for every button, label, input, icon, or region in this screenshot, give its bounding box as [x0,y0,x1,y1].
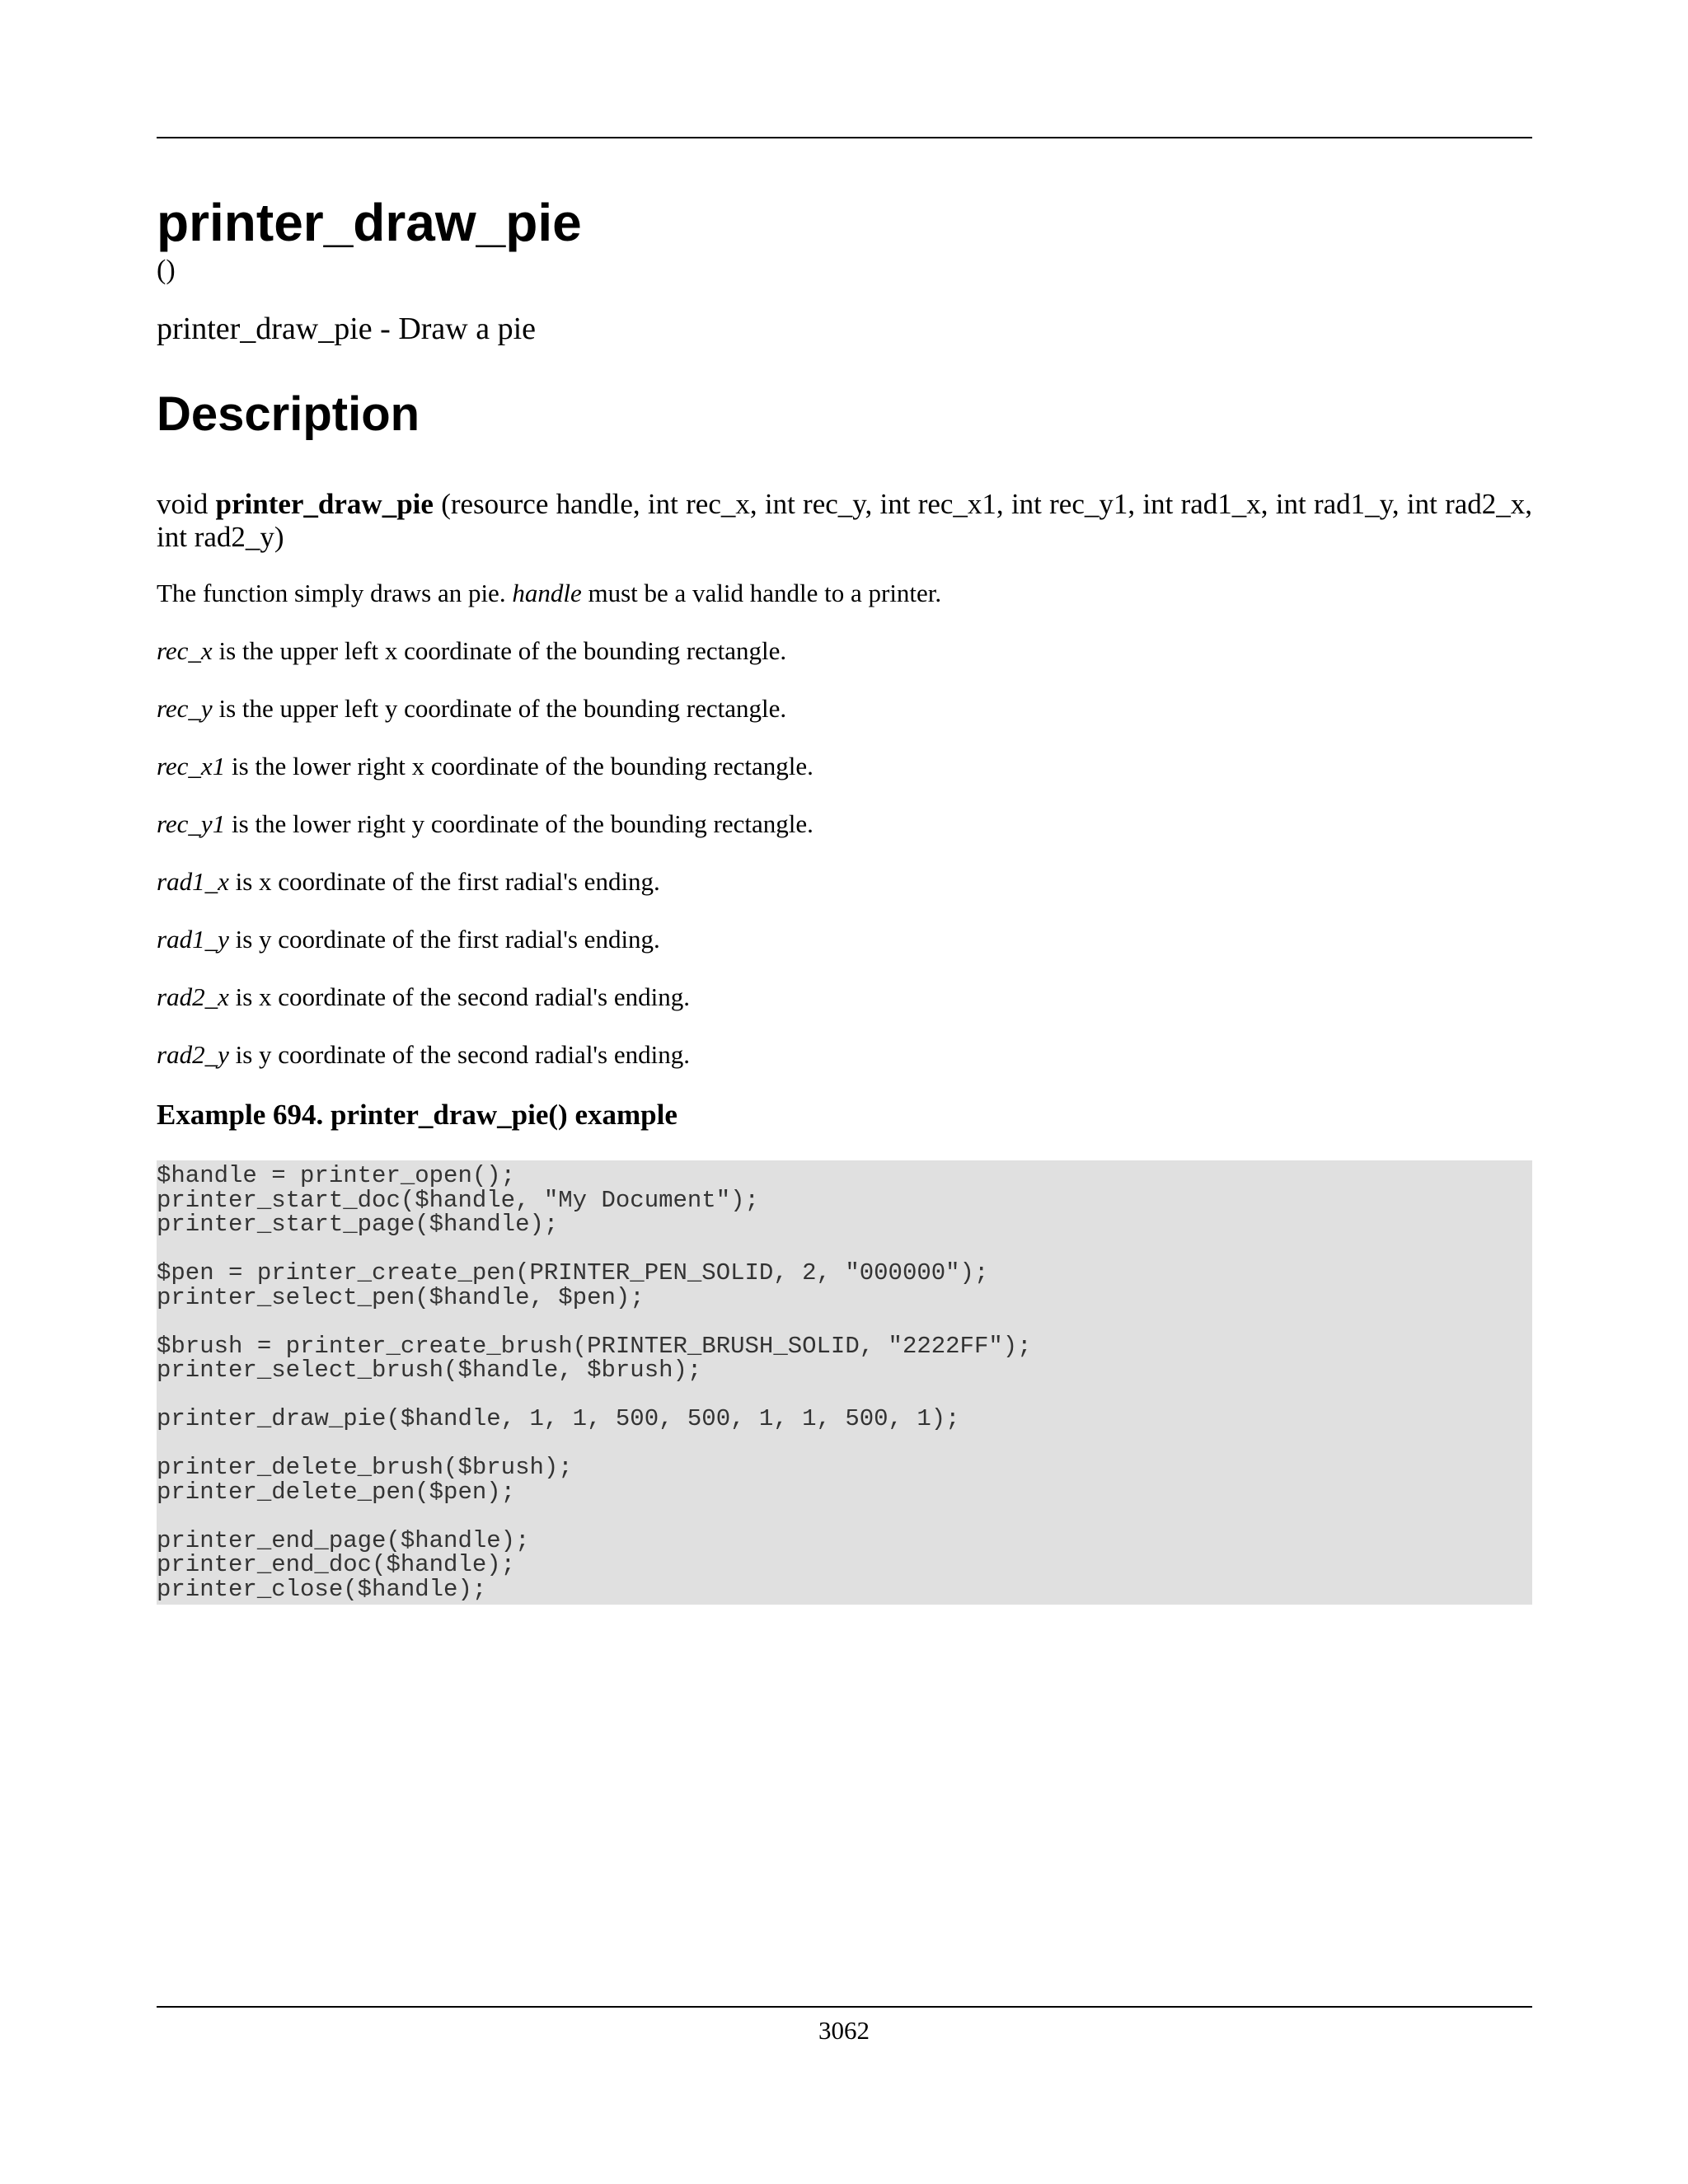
page-title: printer_draw_pie [157,193,582,252]
example-title: Example 694. printer_draw_pie() example [157,1099,678,1131]
param-list [157,636,1532,1070]
page-content [157,191,1532,1605]
param-desc: is x coordinate of the first radial's ending. [235,867,660,896]
param-desc: is the upper left y coordinate of the bounding rectangle. [218,694,787,723]
param-item-rec-x1 [157,752,1532,781]
param-item-rad2-y [157,1040,1532,1070]
param-name: rec_x1 [157,752,226,780]
param-desc: is y coordinate of the second radial's ending. [235,1040,690,1069]
synopsis-function-name: printer_draw_pie [215,488,434,520]
param-name: rec_x [157,636,213,665]
param-desc: is the lower right y coordinate of the bounding rectangle. [231,809,814,838]
param-name: rad1_y [157,925,229,954]
param-desc: is the lower right x coordinate of the bounding rectangle. [231,752,814,780]
param-item-rad1-x [157,867,1532,897]
param-item-rad1-y [157,925,1532,954]
param-item-rec-y1 [157,809,1532,839]
footer-rule [157,2006,1532,2008]
intro-paragraph [157,579,1532,608]
header-rule [157,137,1532,138]
param-desc: is the upper left x coordinate of the bounding rectangle. [218,636,787,665]
param-item-rad2-x [157,982,1532,1012]
param-desc: is y coordinate of the first radial's ending. [235,925,660,954]
param-name: rad2_y [157,1040,229,1069]
param-name: rad2_x [157,982,229,1011]
intro-after: must be a valid handle to a printer. [588,579,942,607]
page-number: 3062 [818,2016,870,2045]
param-item-rec-y [157,694,1532,724]
intro-param: handle [512,579,582,607]
param-name: rec_y1 [157,809,226,838]
ref-purpose: printer_draw_pie - Draw a pie [157,312,537,346]
title-parens: () [157,255,176,285]
param-name: rec_y [157,694,213,723]
code-example: $handle = printer_open(); printer_start_doc($handle, "My Document"); printer_start_page($handle); $pen = printer_create_pen(PRINTER_PEN_SOLID, 2, "000000"); printer_select_pen($handle, $pen); $brush = printer_create_brush(PRINTER_BRUSH_SOLID, "2222FF"); printer_select_brush($handle, $brush); printer_draw_pie($handle, 1, 1, 500, 500, 1, 1, 500, 1); printer_delete_brush($brush); printer_delete_pen($pen); printer_end_page($handle); printer_end_doc($handle); printer_close($handle); [157,1160,1532,1605]
intro-before: The function simply draws an pie. [157,579,506,607]
param-name: rad1_x [157,867,229,896]
function-synopsis [157,488,1532,554]
synopsis-return-type: void [157,488,209,520]
param-item-rec-x [157,636,1532,666]
param-desc: is x coordinate of the second radial's ending. [235,982,690,1011]
section-heading-description: Description [157,387,420,441]
synopsis-params: (resource handle, int rec_x, int rec_y, int rec_x1, int rec_y1, int rad1_x, int rad1_y, int rad2_x, int rad2_y) [157,488,1533,553]
